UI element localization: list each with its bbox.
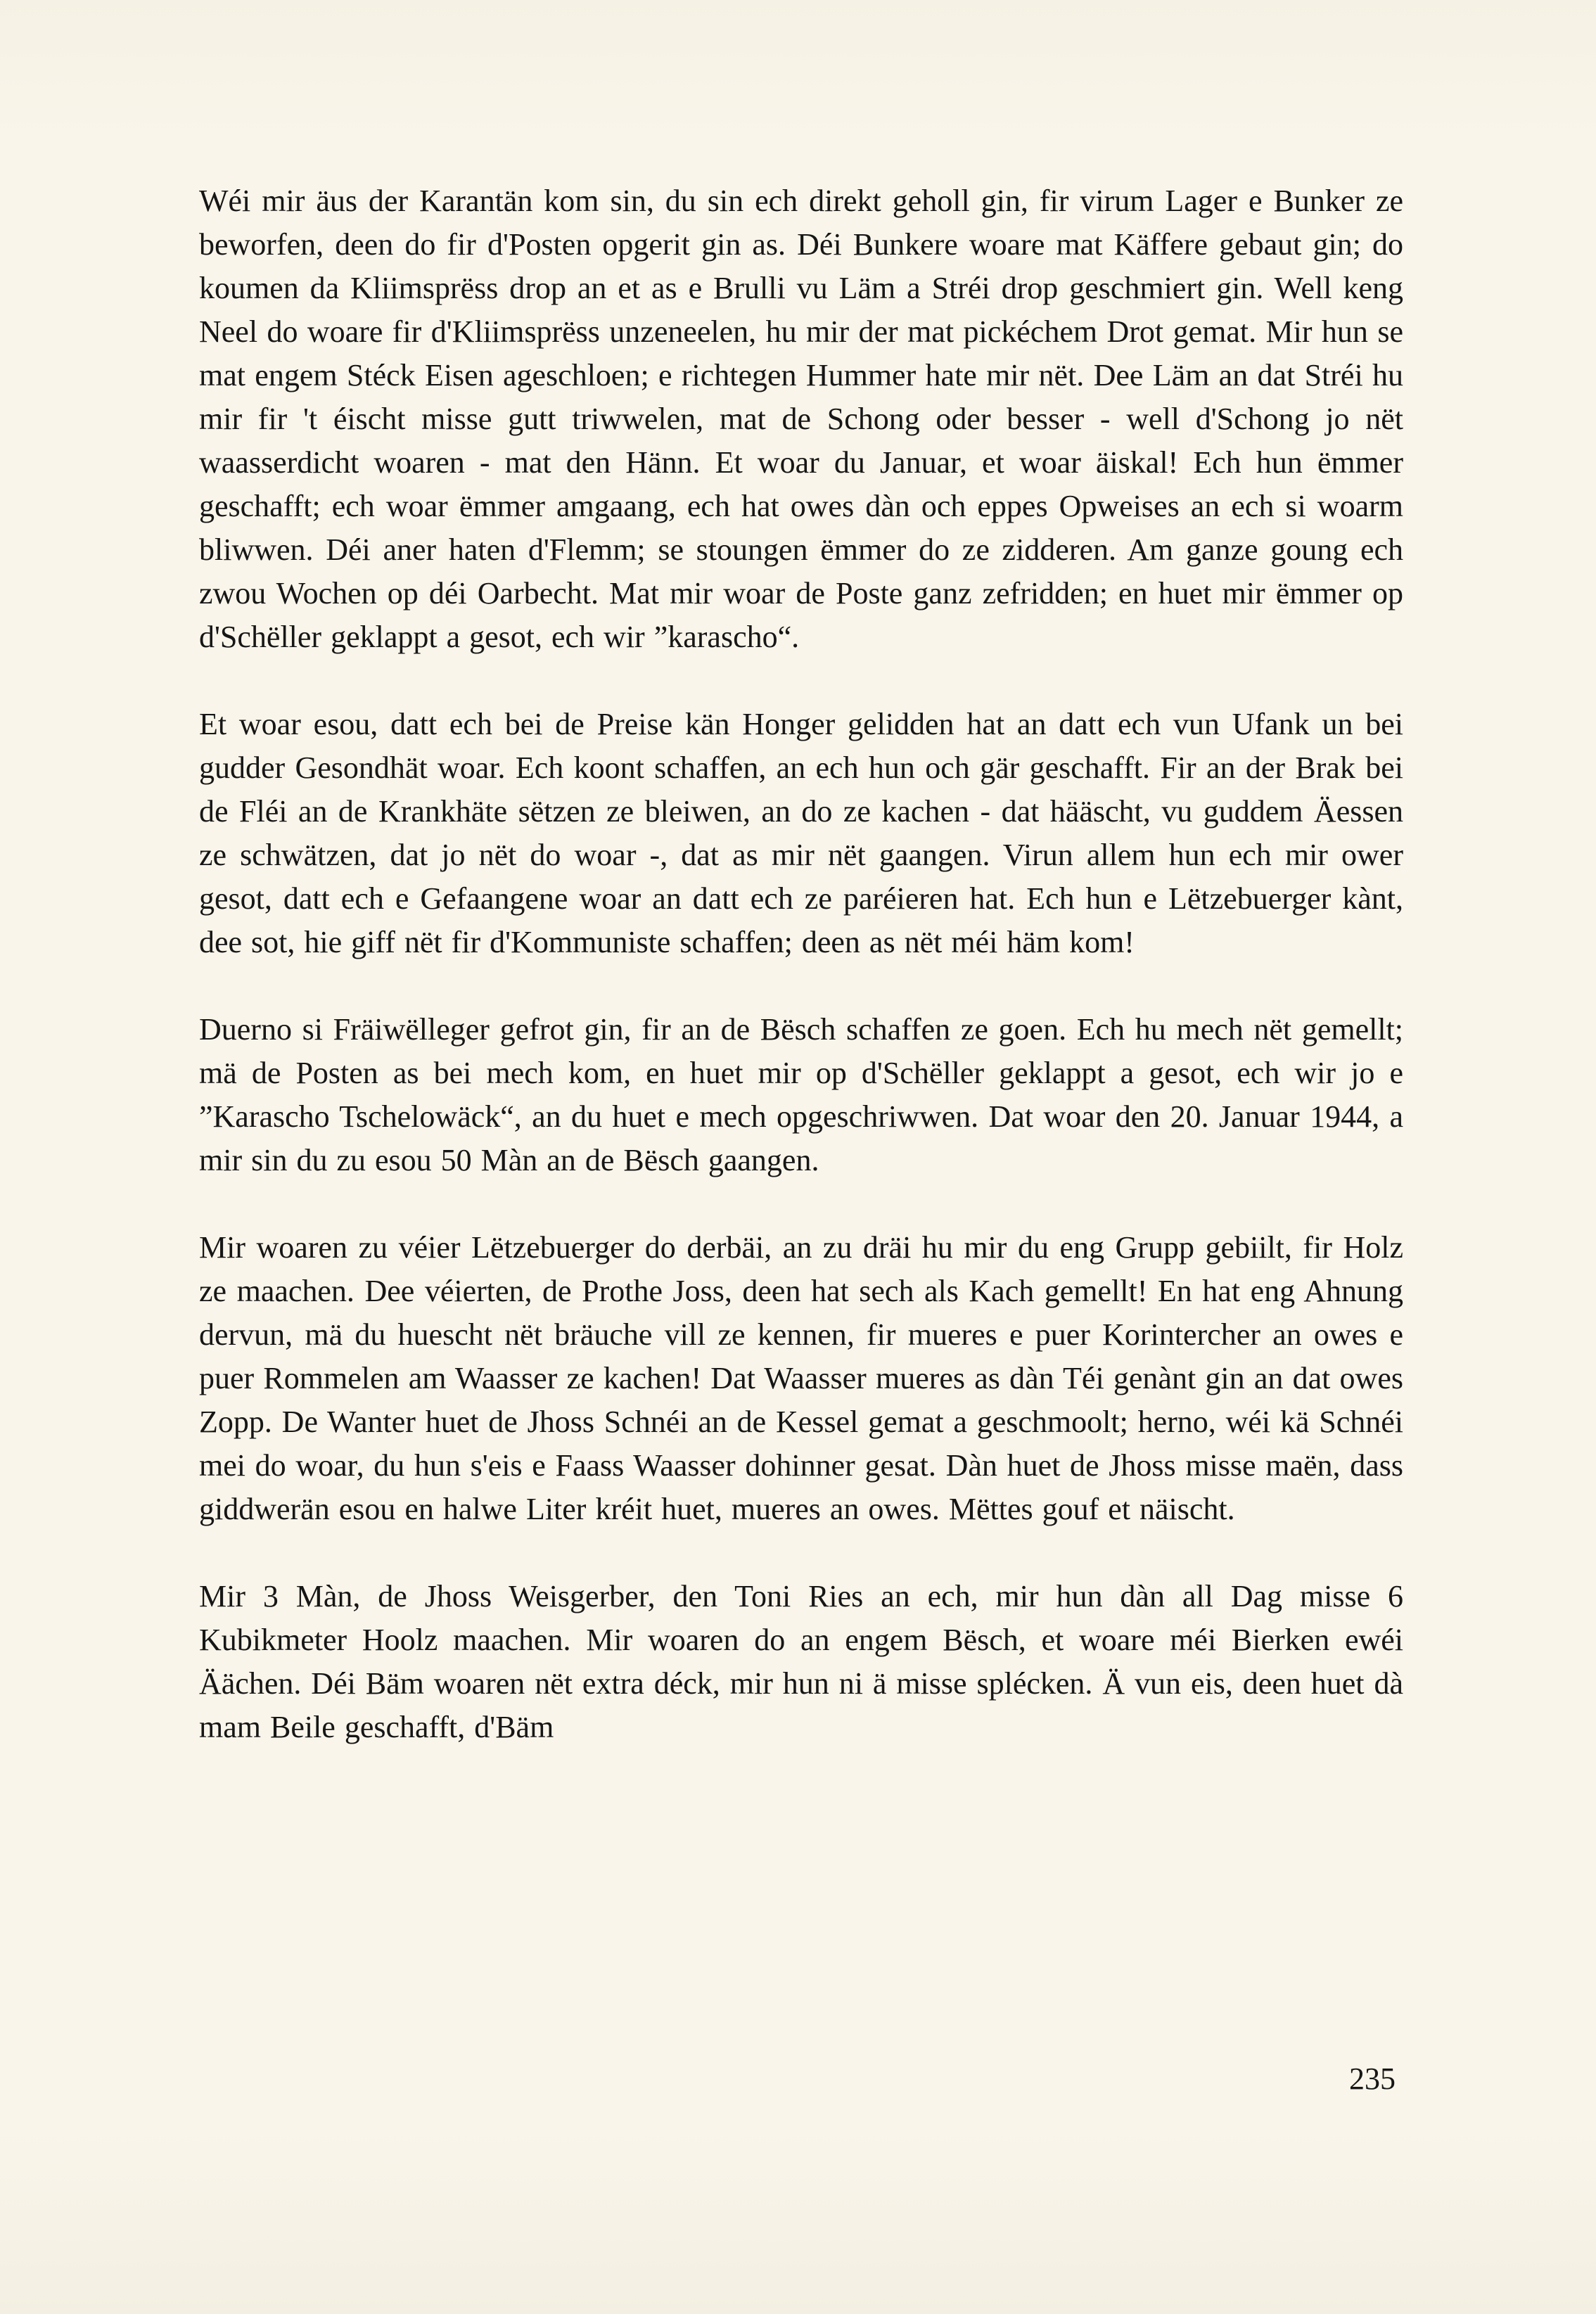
paragraph: Mir 3 Màn, de Jhoss Weisgerber, den Toni Ries an ech, mir hun dàn all Dag misse 6 Kubikmeter Hoolz maachen. Mir woaren do an engem Bësch, et woare méi Bierken ewéi Äächen. Déi Bäm woaren nët extra déck, mir hun ni ä misse splécken. Ä vun eis, deen huet dà mam Beile geschafft, d'Bäm <box>199 1579 1403 1744</box>
body-text <box>199 179 1403 1793</box>
paragraph: Duerno si Fräiwëlleger gefrot gin, fir an de Bësch schaffen ze goen. Ech hu mech nët gemellt; mä de Posten as bei mech kom, en huet mir op d'Schëller geklappt a gesot, ech wir jo e ”Karascho Tschelowäck“, an du huet e mech opgeschriwwen. Dat woar den 20. Januar 1944, a mir sin du zu esou 50 Màn an de Bësch gaangen. <box>199 1012 1403 1177</box>
paragraph: Mir woaren zu véier Lëtzebuerger do derbäi, an zu dräi hu mir du eng Grupp gebiilt, fir Holz ze maachen. Dee véierten, de Prothe Joss, deen hat sech als Kach gemellt! En hat eng Ahnung dervun, mä du huescht nët bräuche vill ze kennen, fir mueres e puer Korintercher an owes e puer Rommelen am Waasser ze kachen! Dat Waasser mueres as dàn Téi genànt gin an dat owes Zopp. De Wanter huet de Jhoss Schnéi an de Kessel gemat a geschmoolt; herno, wéi kä Schnéi mei do woar, du hun s'eis e Faass Waasser dohinner gesat. Dàn huet de Jhoss misse maën, dass giddwerän esou en halwe Liter kréit huet, mueres an owes. Mëttes gouf et näischt. <box>199 1230 1403 1526</box>
page-number: 235 <box>1349 2061 1396 2096</box>
paragraph: Wéi mir äus der Karantän kom sin, du sin ech direkt geholl gin, fir virum Lager e Bunker ze beworfen, deen do fir d'Posten opgerit gin as. Déi Bunkere woare mat Käffere gebaut gin; do koumen da Kliimsprëss drop an et as e Brulli vu Läm a Stréi drop geschmiert gin. Well keng Neel do woare fir d'Kliimsprëss unzeneelen, hu mir der mat pickéchem Drot gemat. Mir hun se mat engem Stéck Eisen ageschloen; e richtegen Hummer hate mir nët. Dee Läm an dat Stréi hu mir fir 't éischt misse gutt triwwelen, mat de Schong oder besser - well d'Schong jo nët waasserdicht woaren - mat den Hänn. Et woar du Januar, et woar äiskal! Ech hun ëmmer geschafft; ech woar ëmmer amgaang, ech hat owes dàn och eppes Opweises an ech si woarm bliwwen. Déi aner haten d'Flemm; se stoungen ëmmer do ze zidderen. Am ganze goung ech zwou Wochen op déi Oarbecht. Mat mir woar de Poste ganz zefridden; en huet mir ëmmer op d'Schëller geklappt a gesot, ech wir ”karascho“. <box>199 184 1403 654</box>
paragraph: Et woar esou, datt ech bei de Preise kän Honger gelidden hat an datt ech vun Ufank un bei gudder Gesondhät woar. Ech koont schaffen, an ech hun och gär geschafft. Fir an der Brak bei de Fléi an de Krankhäte sëtzen ze bleiwen, an do ze kachen - dat hääscht, vu guddem Äessen ze schwätzen, dat jo nët do woar -, dat as mir nët gaangen. Virun allem hun ech mir ower gesot, datt ech e Gefaangene woar an datt ech ze paréieren hat. Ech hun e Lëtzebuerger kànt, dee sot, hie giff nët fir d'Kommuniste schaffen; deen as nët méi häm kom! <box>199 707 1403 959</box>
